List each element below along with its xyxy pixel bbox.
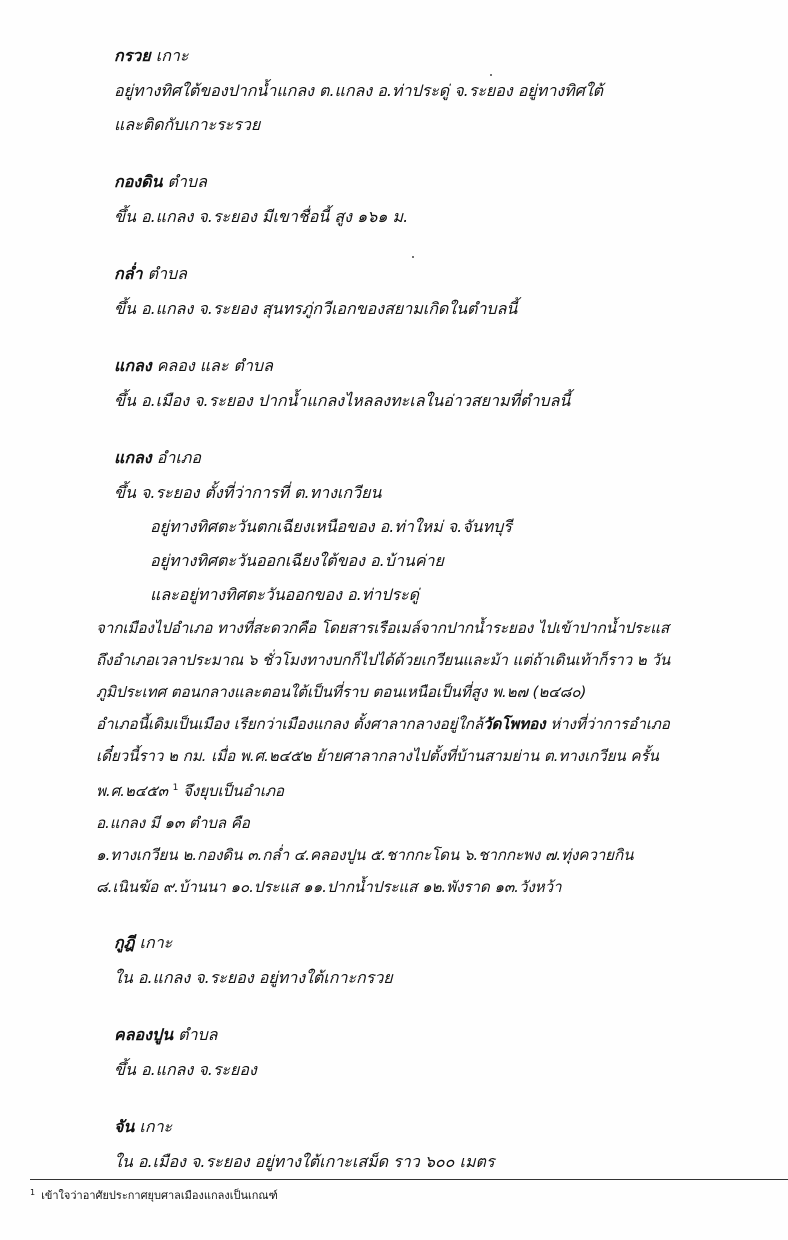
footnote-marker: 1: [172, 783, 179, 793]
entry-kind: อำเภอ: [156, 448, 201, 467]
entry-headline: [114, 925, 774, 961]
entry-indented-line: อยู่ทางทิศตะวันตกเฉียงเหนือของ อ.ท่าใหม่ จ.จันทบุรี: [150, 517, 512, 536]
entry-term: แกลง: [114, 448, 152, 467]
entry-headline: [114, 38, 774, 74]
paragraph-line: ถึงอำเภอเวลาประมาณ ๖ ชั่วโมงทางบกก็ไปได้ด้วยเกวียนและม้า แต่ถ้าเดินเท้าก็ราว ๒ วัน: [96, 651, 671, 669]
entry-headline: [114, 1109, 774, 1145]
entry-indented-line: อยู่ทางทิศตะวันออกเฉียงใต้ของ อ.บ้านค่าย: [150, 551, 444, 570]
footnote: [30, 1186, 278, 1203]
entry-headline: [114, 440, 774, 476]
paragraph-line: จากเมืองไปอำเภอ ทางที่สะดวกคือ โดยสารเรือเมล์จากปากน้ำระยอง ไปเข้าปากน้ำประแส: [96, 619, 670, 637]
entry-term: คลองปูน: [114, 1025, 174, 1044]
scan-speck: [412, 256, 414, 258]
entry-line: ขึ้น จ.ระยอง ตั้งที่ว่าการที่ ต.ทางเกวียน: [114, 483, 382, 502]
entry-kruai: [114, 38, 774, 142]
district-paragraph: [96, 612, 774, 903]
entry-term: กล่ำ: [114, 264, 143, 283]
entry-indented-line: และอยู่ทางทิศตะวันออกของ อ.ท่าประดู่: [150, 585, 419, 604]
entry-line: ขึ้น อ.เมือง จ.ระยอง ปากน้ำแกลงไหลลงทะเลในอ่าวสยามที่ตำบลนี้: [114, 391, 571, 410]
temple-name: วัดโพทอง: [483, 715, 546, 733]
paragraph-line: [96, 708, 756, 740]
entry-kind: เกาะ: [155, 46, 189, 65]
paragraph-line: อ.แกลง มี ๑๓ ตำบล คือ: [96, 814, 250, 832]
entry-line: และติดกับเกาะระรวย: [114, 115, 261, 134]
scan-speck: [490, 74, 492, 76]
entry-term: แกลง: [114, 356, 152, 375]
gazetteer-entries: [96, 38, 774, 1201]
footnote-number: 1: [30, 1188, 36, 1197]
entry-term: กูฎี: [114, 933, 135, 952]
entry-line: ใน อ.เมือง จ.ระยอง อยู่ทางใต้เกาะเสม็ด ราว ๖๐๐ เมตร: [114, 1152, 495, 1171]
entry-headline: [114, 348, 774, 384]
entry-kind: ตำบล: [178, 1025, 218, 1044]
paragraph-text: อำเภอนี้เดิมเป็นเมือง เรียกว่าเมืองแกลง ตั้งศาลากลางอยู่ใกล้: [96, 715, 484, 733]
entry-klam: [114, 256, 774, 326]
entry-khlongpun: [114, 1017, 774, 1087]
entry-chan: [114, 1109, 774, 1179]
entry-line: ขึ้น อ.แกลง จ.ระยอง สุนทรภู่กวีเอกของสยามเกิดในตำบลนี้: [114, 299, 518, 318]
paragraph-text: พ.ศ.๒๔๕๓: [96, 782, 168, 800]
entry-kind: ตำบล: [147, 264, 187, 283]
entry-kind: เกาะ: [139, 933, 173, 952]
footnote-text: เข้าใจว่าอาศัยประกาศยุบศาลเมืองแกลงเป็นเกณฑ์: [41, 1189, 278, 1202]
entry-klaeng-district: [96, 440, 774, 903]
entry-kongdin: [114, 164, 774, 234]
entry-headline: [114, 256, 774, 292]
footnote-divider: [30, 1179, 788, 1180]
paragraph-line: เดี๋ยวนี้ราว ๒ กม. เมื่อ พ.ศ.๒๔๕๒ ย้ายศาลากลางไปตั้งที่บ้านสามย่าน ต.ทางเกวียน ครั้น: [96, 747, 659, 765]
paragraph-line: [96, 772, 756, 807]
entry-line: ขึ้น อ.แกลง จ.ระยอง มีเขาชื่อนี้ สูง ๑๖๑ ม.: [114, 207, 409, 226]
paragraph-text: ห่างที่ว่าการอำเภอ: [545, 715, 670, 733]
entry-line: ขึ้น อ.แกลง จ.ระยอง: [114, 1060, 257, 1079]
paragraph-text: จึงยุบเป็นอำเภอ: [183, 782, 284, 800]
entry-kind: ตำบล: [167, 172, 207, 191]
entry-line: ใน อ.แกลง จ.ระยอง อยู่ทางใต้เกาะกรวย: [114, 968, 393, 987]
entry-headline: [114, 1017, 774, 1053]
entry-klaeng-canal: [114, 348, 774, 418]
entry-term: กรวย: [114, 46, 151, 65]
entry-term: กองดิน: [114, 172, 163, 191]
subdistrict-list-line: ๘.เนินฆ้อ ๙.บ้านนา ๑๐.ประแส ๑๑.ปากน้ำประแส ๑๒.พังราด ๑๓.วังหว้า: [96, 878, 562, 896]
subdistrict-list-line: ๑.ทางเกวียน ๒.กองดิน ๓.กล่ำ ๔.คลองปูน ๕.ชากกะโดน ๖.ชากกะพง ๗.ทุ่งควายกิน: [96, 846, 634, 864]
entry-headline: [114, 164, 774, 200]
entry-line: อยู่ทางทิศใต้ของปากน้ำแกลง ต.แกลง อ.ท่าประดู่ จ.ระยอง อยู่ทางทิศใต้: [114, 81, 604, 100]
entry-kind: เกาะ: [139, 1117, 173, 1136]
paragraph-line: ภูมิประเทศ ตอนกลางและตอนใต้เป็นที่ราบ ตอนเหนือเป็นที่สูง พ.๒๗ (๒๔๘๐): [96, 683, 587, 701]
entry-kind: คลอง และ ตำบล: [156, 356, 273, 375]
entry-kudi: [114, 925, 774, 995]
entry-term: จัน: [114, 1117, 135, 1136]
